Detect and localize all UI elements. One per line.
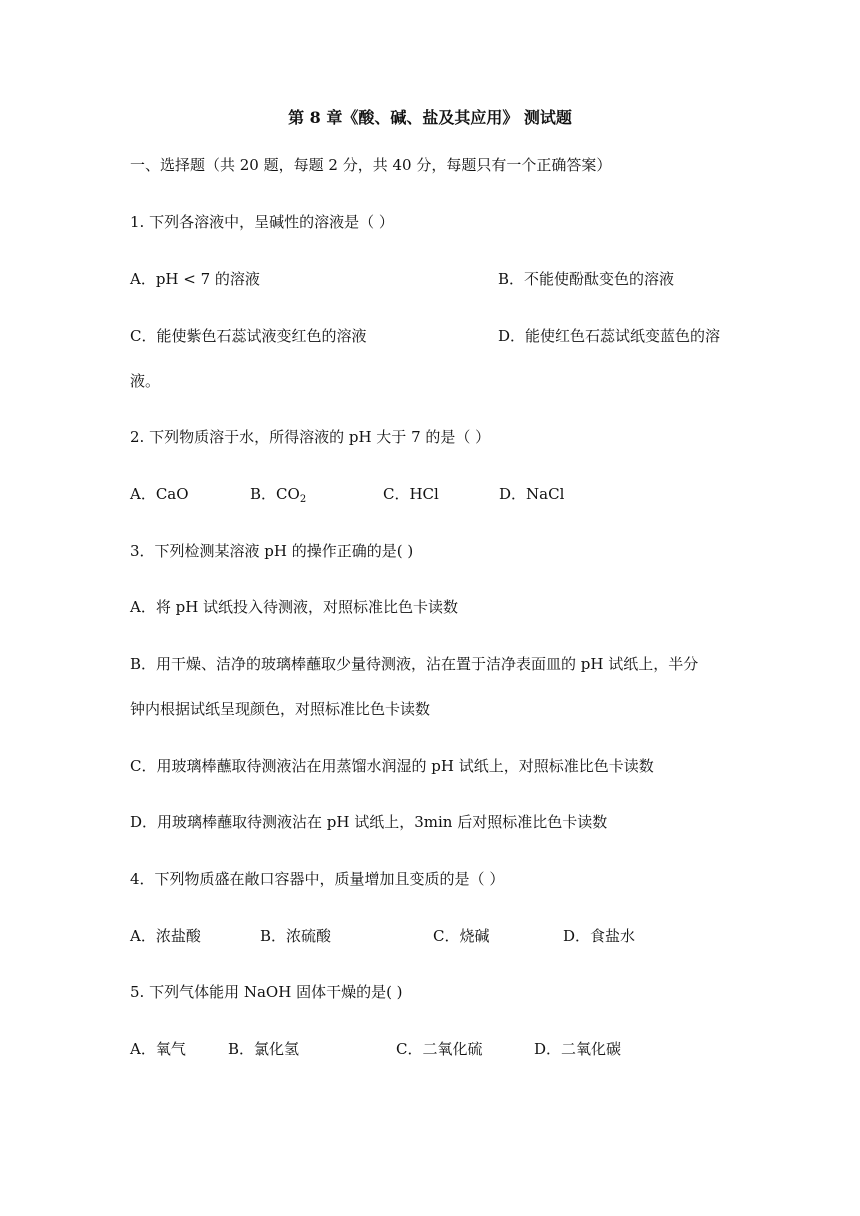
question-4-option-d: D．食盐水 bbox=[563, 927, 636, 945]
question-1-stem: 1. 下列各溶液中，呈碱性的溶液是（ ） bbox=[130, 213, 394, 231]
question-2-option-d: D．NaCl bbox=[499, 485, 565, 503]
question-1-option-a: A．pH < 7 的溶液 bbox=[130, 270, 260, 288]
question-4-stem: 4．下列物质盛在敞口容器中，质量增加且变质的是（ ） bbox=[130, 870, 505, 888]
question-5-stem: 5. 下列气体能用 NaOH 固体干燥的是( ) bbox=[130, 983, 403, 1001]
question-5-option-a: A．氧气 bbox=[130, 1040, 186, 1058]
page-title: 第 8 章《酸、碱、盐及其应用》 测试题 bbox=[288, 108, 572, 127]
question-5-option-d: D．二氧化碳 bbox=[534, 1040, 622, 1058]
question-2-option-a: A．CaO bbox=[130, 485, 189, 503]
question-2-stem: 2. 下列物质溶于水，所得溶液的 pH 大于 7 的是（ ） bbox=[130, 428, 491, 446]
question-1-option-d: D．能使红色石蕊试纸变蓝色的溶 bbox=[498, 327, 721, 345]
question-2-option-b bbox=[250, 484, 306, 510]
question-2-option-b-text: B．CO bbox=[250, 485, 300, 503]
question-4-option-a: A．浓盐酸 bbox=[130, 927, 201, 945]
question-1-option-b: B．不能使酚酞变色的溶液 bbox=[498, 270, 675, 288]
question-3-option-b: B．用干燥、洁净的玻璃棒蘸取少量待测液，沾在置于洁净表面皿的 pH 试纸上，半分 bbox=[130, 655, 699, 673]
question-3-option-c: C．用玻璃棒蘸取待测液沾在用蒸馏水润湿的 pH 试纸上，对照标准比色卡读数 bbox=[130, 757, 654, 775]
section-heading: 一、选择题（共 20 题，每题 2 分，共 40 分，每题只有一个正确答案） bbox=[130, 156, 612, 174]
question-5-option-c: C．二氧化硫 bbox=[396, 1040, 483, 1058]
question-1-option-d-continued: 液。 bbox=[130, 372, 161, 390]
question-4-option-c: C．烧碱 bbox=[433, 927, 490, 945]
question-5-option-b: B．氯化氢 bbox=[228, 1040, 300, 1058]
question-2-option-c: C．HCl bbox=[383, 485, 439, 503]
question-1-option-c: C．能使紫色石蕊试液变红色的溶液 bbox=[130, 327, 367, 345]
question-3-option-b-continued: 钟内根据试纸呈现颜色，对照标准比色卡读数 bbox=[130, 700, 431, 718]
question-4-option-b: B．浓硫酸 bbox=[260, 927, 332, 945]
question-2-option-b-subscript: 2 bbox=[299, 494, 307, 505]
question-3-option-d: D．用玻璃棒蘸取待测液沾在 pH 试纸上，3min 后对照标准比色卡读数 bbox=[130, 813, 608, 831]
question-3-option-a: A．将 pH 试纸投入待测液，对照标准比色卡读数 bbox=[130, 598, 459, 616]
question-3-stem: 3．下列检测某溶液 pH 的操作正确的是( ) bbox=[130, 542, 414, 560]
